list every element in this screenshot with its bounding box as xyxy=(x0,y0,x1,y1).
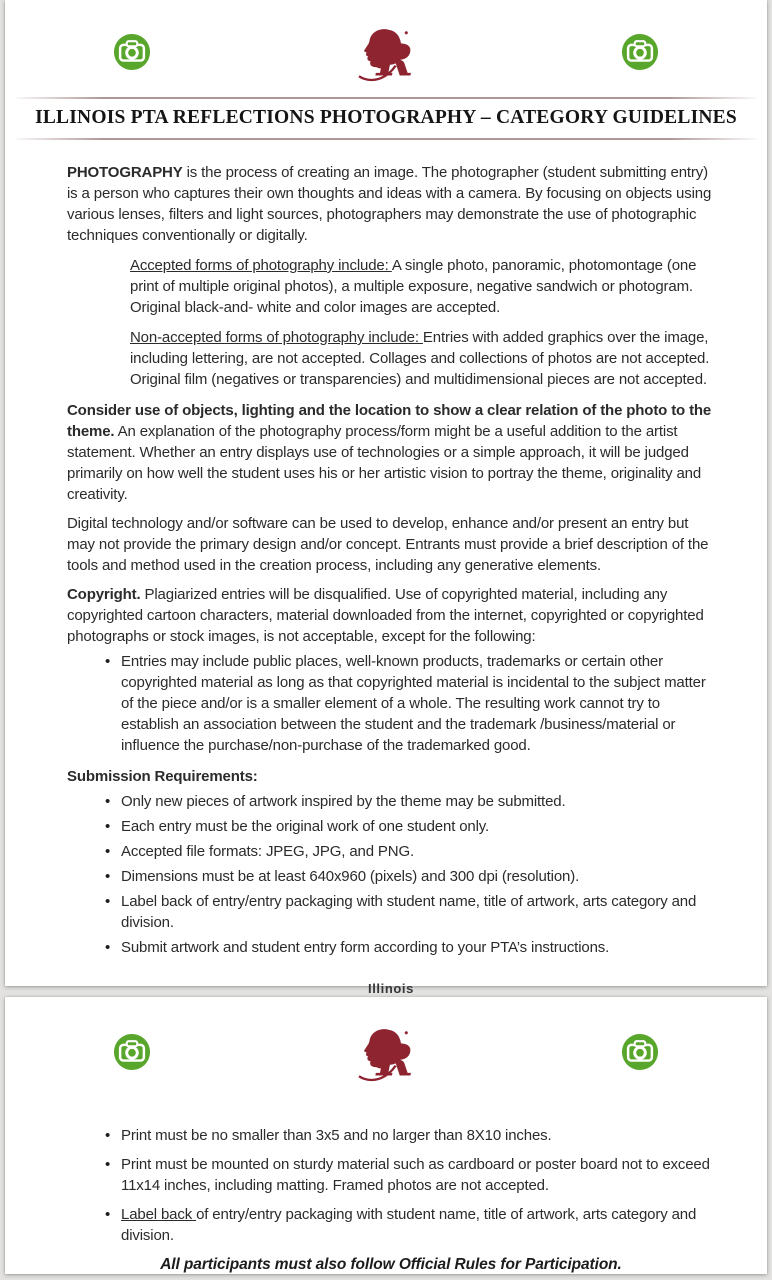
consider-text: An explanation of the photography process/form might be a useful addition to the artist statement. Whether an entry displays use of technologies or a simple approach, it will be judged primarily on how well the student uses his or her artistic vision to portray the theme, originality and creativity. xyxy=(67,423,702,503)
camera-icon xyxy=(621,33,659,71)
non-accepted-forms-label: Non-accepted forms of photography include: xyxy=(130,329,423,346)
accepted-forms-paragraph xyxy=(130,255,715,318)
camera-icon xyxy=(113,33,151,71)
non-accepted-forms-text: Entries with added graphics over the image, including lettering, are not accepted. Collages and collections of photos are not accepted. Original film (negatives or transparencies) and multidimensional pieces are not accepted. xyxy=(130,329,710,388)
list-item: • Print must be no smaller than 3x5 and no larger than 8X10 inches. xyxy=(105,1125,715,1146)
divider-line xyxy=(15,138,757,140)
page2-content xyxy=(5,1125,767,1275)
copyright-lead: Copyright. xyxy=(67,586,141,603)
accepted-forms-label: Accepted forms of photography include: xyxy=(130,257,392,274)
page1-content xyxy=(5,162,767,1038)
list-item: • Print must be mounted on sturdy material such as cardboard or poster board not to exceed 11x14 inches, including matting. Framed photos are not accepted. xyxy=(105,1154,715,1196)
page2-header xyxy=(5,997,767,1087)
digital-technology-paragraph: Digital technology and/or software can be used to develop, enhance and/or present an entry but may not provide the primary design and/or concept. Entrants must provide a brief description of the tools and method used in the creation process, including any generative elements. xyxy=(67,515,709,574)
svg-text:R: R xyxy=(376,1034,414,1087)
copyright-text: Plagiarized entries will be disqualified. Use of copyrighted material, including any copyrighted cartoon characters, material downloaded from the internet, copyrighted or copyrighted photographs or stock images, is not acceptable, except for the following: xyxy=(67,586,704,645)
consider-paragraph xyxy=(67,400,715,505)
page1-header xyxy=(5,0,767,87)
intro-paragraph xyxy=(67,162,715,246)
list-item: • Submit artwork and student entry form according to your PTA’s instructions. xyxy=(105,937,715,958)
intro-text: is the process of creating an image. The photographer (student submitting entry) is a person who captures their own thoughts and ideas with a camera. By focusing on objects using various lenses, filters and light sources, photographers may demonstrate the use of photographic techniques conventionally or digitally. xyxy=(67,164,712,244)
accepted-forms-text: A single photo, panoramic, photomontage (one print of multiple original photos), a multiple exposure, negative sandwich or photogram. Original black-and- white and color images are accepted. xyxy=(130,257,697,316)
consider-lead: Consider use of objects, lighting and the location to show a clear relation of the photo to the theme. xyxy=(67,402,712,440)
camera-icon xyxy=(621,1033,659,1071)
page-title: ILLINOIS PTA REFLECTIONS PHOTOGRAPHY – CATEGORY GUIDELINES xyxy=(35,107,737,128)
list-item: • Accepted file formats: JPEG, JPG, and PNG. xyxy=(105,841,715,862)
list-item: • Each entry must be the original work of one student only. xyxy=(105,816,715,837)
submission-requirements-list xyxy=(67,791,715,958)
copyright-bullet-list xyxy=(67,651,715,756)
list-item: • Dimensions must be at least 640x960 (pixels) and 300 dpi (resolution). xyxy=(105,866,715,887)
reflections-logo xyxy=(356,1027,416,1087)
title-block xyxy=(5,97,767,140)
pta-logo-region-text: Illinois xyxy=(368,981,414,996)
document-page-1 xyxy=(5,0,767,996)
svg-text:R: R xyxy=(376,34,414,87)
list-item: • Label back of entry/entry packaging with student name, title of artwork, arts category and division. xyxy=(105,1204,715,1246)
camera-icon xyxy=(113,1033,151,1071)
print-requirements-list xyxy=(67,1125,715,1246)
submission-requirements-heading: Submission Requirements: xyxy=(67,768,258,785)
list-item: • Entries may include public places, well-known products, trademarks or certain other copyrighted material as long as that copyrighted material is incidental to the subject matter of the piece and/or is a smaller element of a whole. The resulting work cannot try to establish an association between the student and the trademark /business/material or influence the purchase/non-purchase of the trademarked good. xyxy=(105,651,715,756)
document-page-2 xyxy=(5,997,767,1274)
intro-lead: PHOTOGRAPHY xyxy=(67,164,183,181)
non-accepted-forms-paragraph xyxy=(130,327,715,390)
list-item: • Only new pieces of artwork inspired by the theme may be submitted. xyxy=(105,791,715,812)
label-back-underline: Label back xyxy=(121,1206,197,1223)
copyright-paragraph xyxy=(67,584,715,647)
reflections-logo xyxy=(356,27,416,87)
list-item: • Label back of entry/entry packaging with student name, title of artwork, arts category and division. xyxy=(105,891,715,933)
official-rules-note: All participants must also follow Official Rules for Participation. xyxy=(160,1256,622,1273)
